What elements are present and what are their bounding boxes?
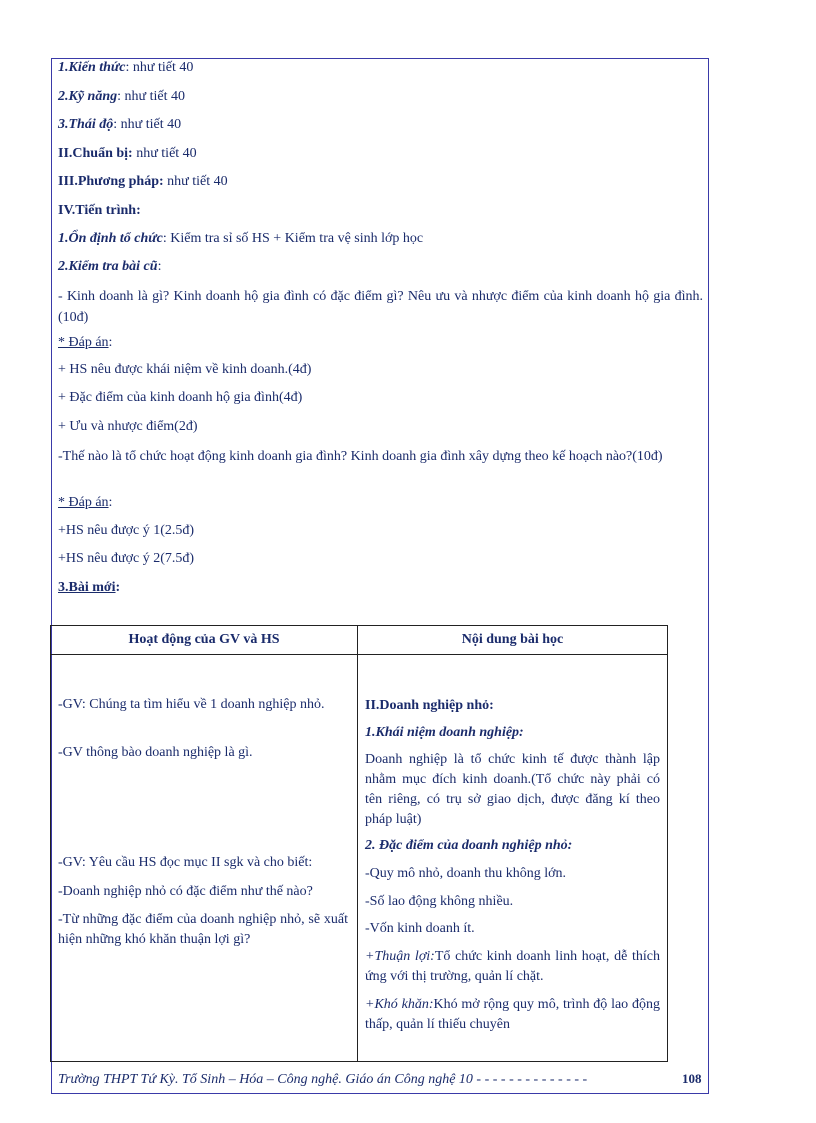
organization-label: 1.Ổn định tổ chức bbox=[58, 231, 163, 246]
activity-item: -GV: Chúng ta tìm hiểu về 1 doanh nghiệp nhỏ. bbox=[58, 697, 325, 712]
answer-heading-2 bbox=[58, 495, 112, 511]
objective-skills bbox=[58, 89, 185, 105]
activities-cell bbox=[51, 655, 358, 1062]
advantages-text: Tổ chức kinh doanh linh hoạt, dễ thích ứng với thị trường, quản lí chặt. bbox=[365, 949, 660, 984]
question-1: - Kinh doanh là gì? Kinh doanh hộ gia đình có đặc điểm gì? Nêu ưu và nhược điểm của kinh doanh hộ gia đình.(10đ) bbox=[58, 289, 703, 325]
content-cell bbox=[358, 655, 668, 1062]
organization-text: : Kiểm tra sỉ số HS + Kiểm tra vệ sinh lớp học bbox=[162, 231, 424, 246]
activity-item: -GV: Yêu cầu HS đọc mục II sgk và cho biết: bbox=[58, 855, 313, 870]
procedure-label: IV.Tiến trình: bbox=[58, 203, 141, 218]
class-organization bbox=[58, 231, 423, 247]
activity-item: -Từ những đặc điểm của doanh nghiệp nhỏ, sẽ xuất hiện những khó khăn thuận lợi gì? bbox=[58, 912, 348, 947]
preparation bbox=[58, 146, 197, 162]
difficulties-label: +Khó khăn: bbox=[365, 997, 434, 1012]
objective-attitude bbox=[58, 117, 181, 133]
page-footer: Trường THPT Tứ Kỳ. Tổ Sinh – Hóa – Công nghệ. Giáo án Công nghệ 10 - - - - - - - - - - - - - - bbox=[58, 1072, 588, 1087]
method bbox=[58, 174, 228, 190]
old-lesson-colon: : bbox=[157, 259, 162, 274]
answer-colon-1: : bbox=[108, 335, 113, 350]
concept-heading: 1.Khái niệm doanh nghiệp: bbox=[365, 725, 524, 740]
attitude-text: : như tiết 40 bbox=[113, 117, 182, 132]
method-text: như tiết 40 bbox=[163, 174, 228, 189]
attitude-label: 3.Thái độ bbox=[58, 117, 114, 132]
old-lesson-label: 2.Kiểm tra bài cũ bbox=[58, 259, 158, 274]
new-lesson-heading bbox=[58, 580, 120, 596]
preparation-text: như tiết 40 bbox=[132, 146, 197, 161]
answer-item: +HS nêu được ý 1(2.5đ) bbox=[58, 523, 195, 538]
column-header-content: Nội dung bài học bbox=[358, 626, 668, 655]
feature-item: -Quy mô nhỏ, doanh thu không lớn. bbox=[365, 866, 567, 881]
question-2: -Thế nào là tổ chức hoạt động kinh doanh gia đình? Kinh doanh gia đình xây dựng theo kế hoạch nào?(10đ) bbox=[58, 449, 663, 464]
lesson-table bbox=[50, 625, 668, 1062]
activity-item: -Doanh nghiệp nhỏ có đặc điểm như thế nào? bbox=[58, 884, 313, 899]
advantages-label: +Thuận lợi: bbox=[365, 949, 435, 964]
answer-heading-1 bbox=[58, 335, 112, 351]
preparation-label: II.Chuẩn bị: bbox=[58, 146, 133, 161]
answer-label-1: * Đáp án bbox=[58, 335, 109, 350]
activity-item: -GV thông bào doanh nghiệp là gì. bbox=[58, 745, 253, 760]
advantages bbox=[365, 947, 660, 987]
new-lesson-label: 3.Bài mới bbox=[58, 580, 116, 595]
difficulties-text: Khó mở rộng quy mô, trình độ lao động thấp, quản lí thiếu chuyên bbox=[365, 997, 660, 1032]
answer-label-2: * Đáp án bbox=[58, 495, 109, 510]
concept-text: Doanh nghiệp là tổ chức kinh tế được thành lập nhằm mục đích kinh doanh.(Tổ chức này phải có tên riêng, có trụ sở giao dịch, được đăng kí theo pháp luật) bbox=[365, 752, 660, 827]
answer-item: +HS nêu được ý 2(7.5đ) bbox=[58, 551, 195, 566]
answer-colon-2: : bbox=[108, 495, 113, 510]
features-heading: 2. Đặc điểm của doanh nghiệp nhỏ: bbox=[365, 838, 573, 853]
method-label: III.Phương pháp: bbox=[58, 174, 164, 189]
feature-item: -Vốn kinh doanh ít. bbox=[365, 921, 475, 936]
procedure-heading bbox=[58, 203, 141, 219]
objective-knowledge bbox=[58, 60, 193, 76]
difficulties bbox=[365, 995, 660, 1035]
answer-item: + Đặc điểm của kinh doanh hộ gia đình(4đ) bbox=[58, 390, 303, 405]
page-number: 108 bbox=[682, 1071, 702, 1086]
answer-item: + HS nêu được khái niệm về kinh doanh.(4đ) bbox=[58, 362, 312, 377]
feature-item: -Số lao động không nhiều. bbox=[365, 894, 514, 909]
old-lesson-check bbox=[58, 259, 161, 275]
new-lesson-colon: : bbox=[115, 580, 121, 595]
section-heading: II.Doanh nghiệp nhỏ: bbox=[365, 698, 494, 713]
skills-label: 2.Kỹ năng bbox=[58, 89, 118, 104]
knowledge-label: 1.Kiến thức bbox=[58, 60, 126, 75]
knowledge-text: : như tiết 40 bbox=[125, 60, 194, 75]
skills-text: : như tiết 40 bbox=[117, 89, 185, 104]
column-header-activities: Hoạt động của GV và HS bbox=[51, 626, 358, 655]
answer-item: + Ưu và nhược điểm(2đ) bbox=[58, 419, 198, 434]
